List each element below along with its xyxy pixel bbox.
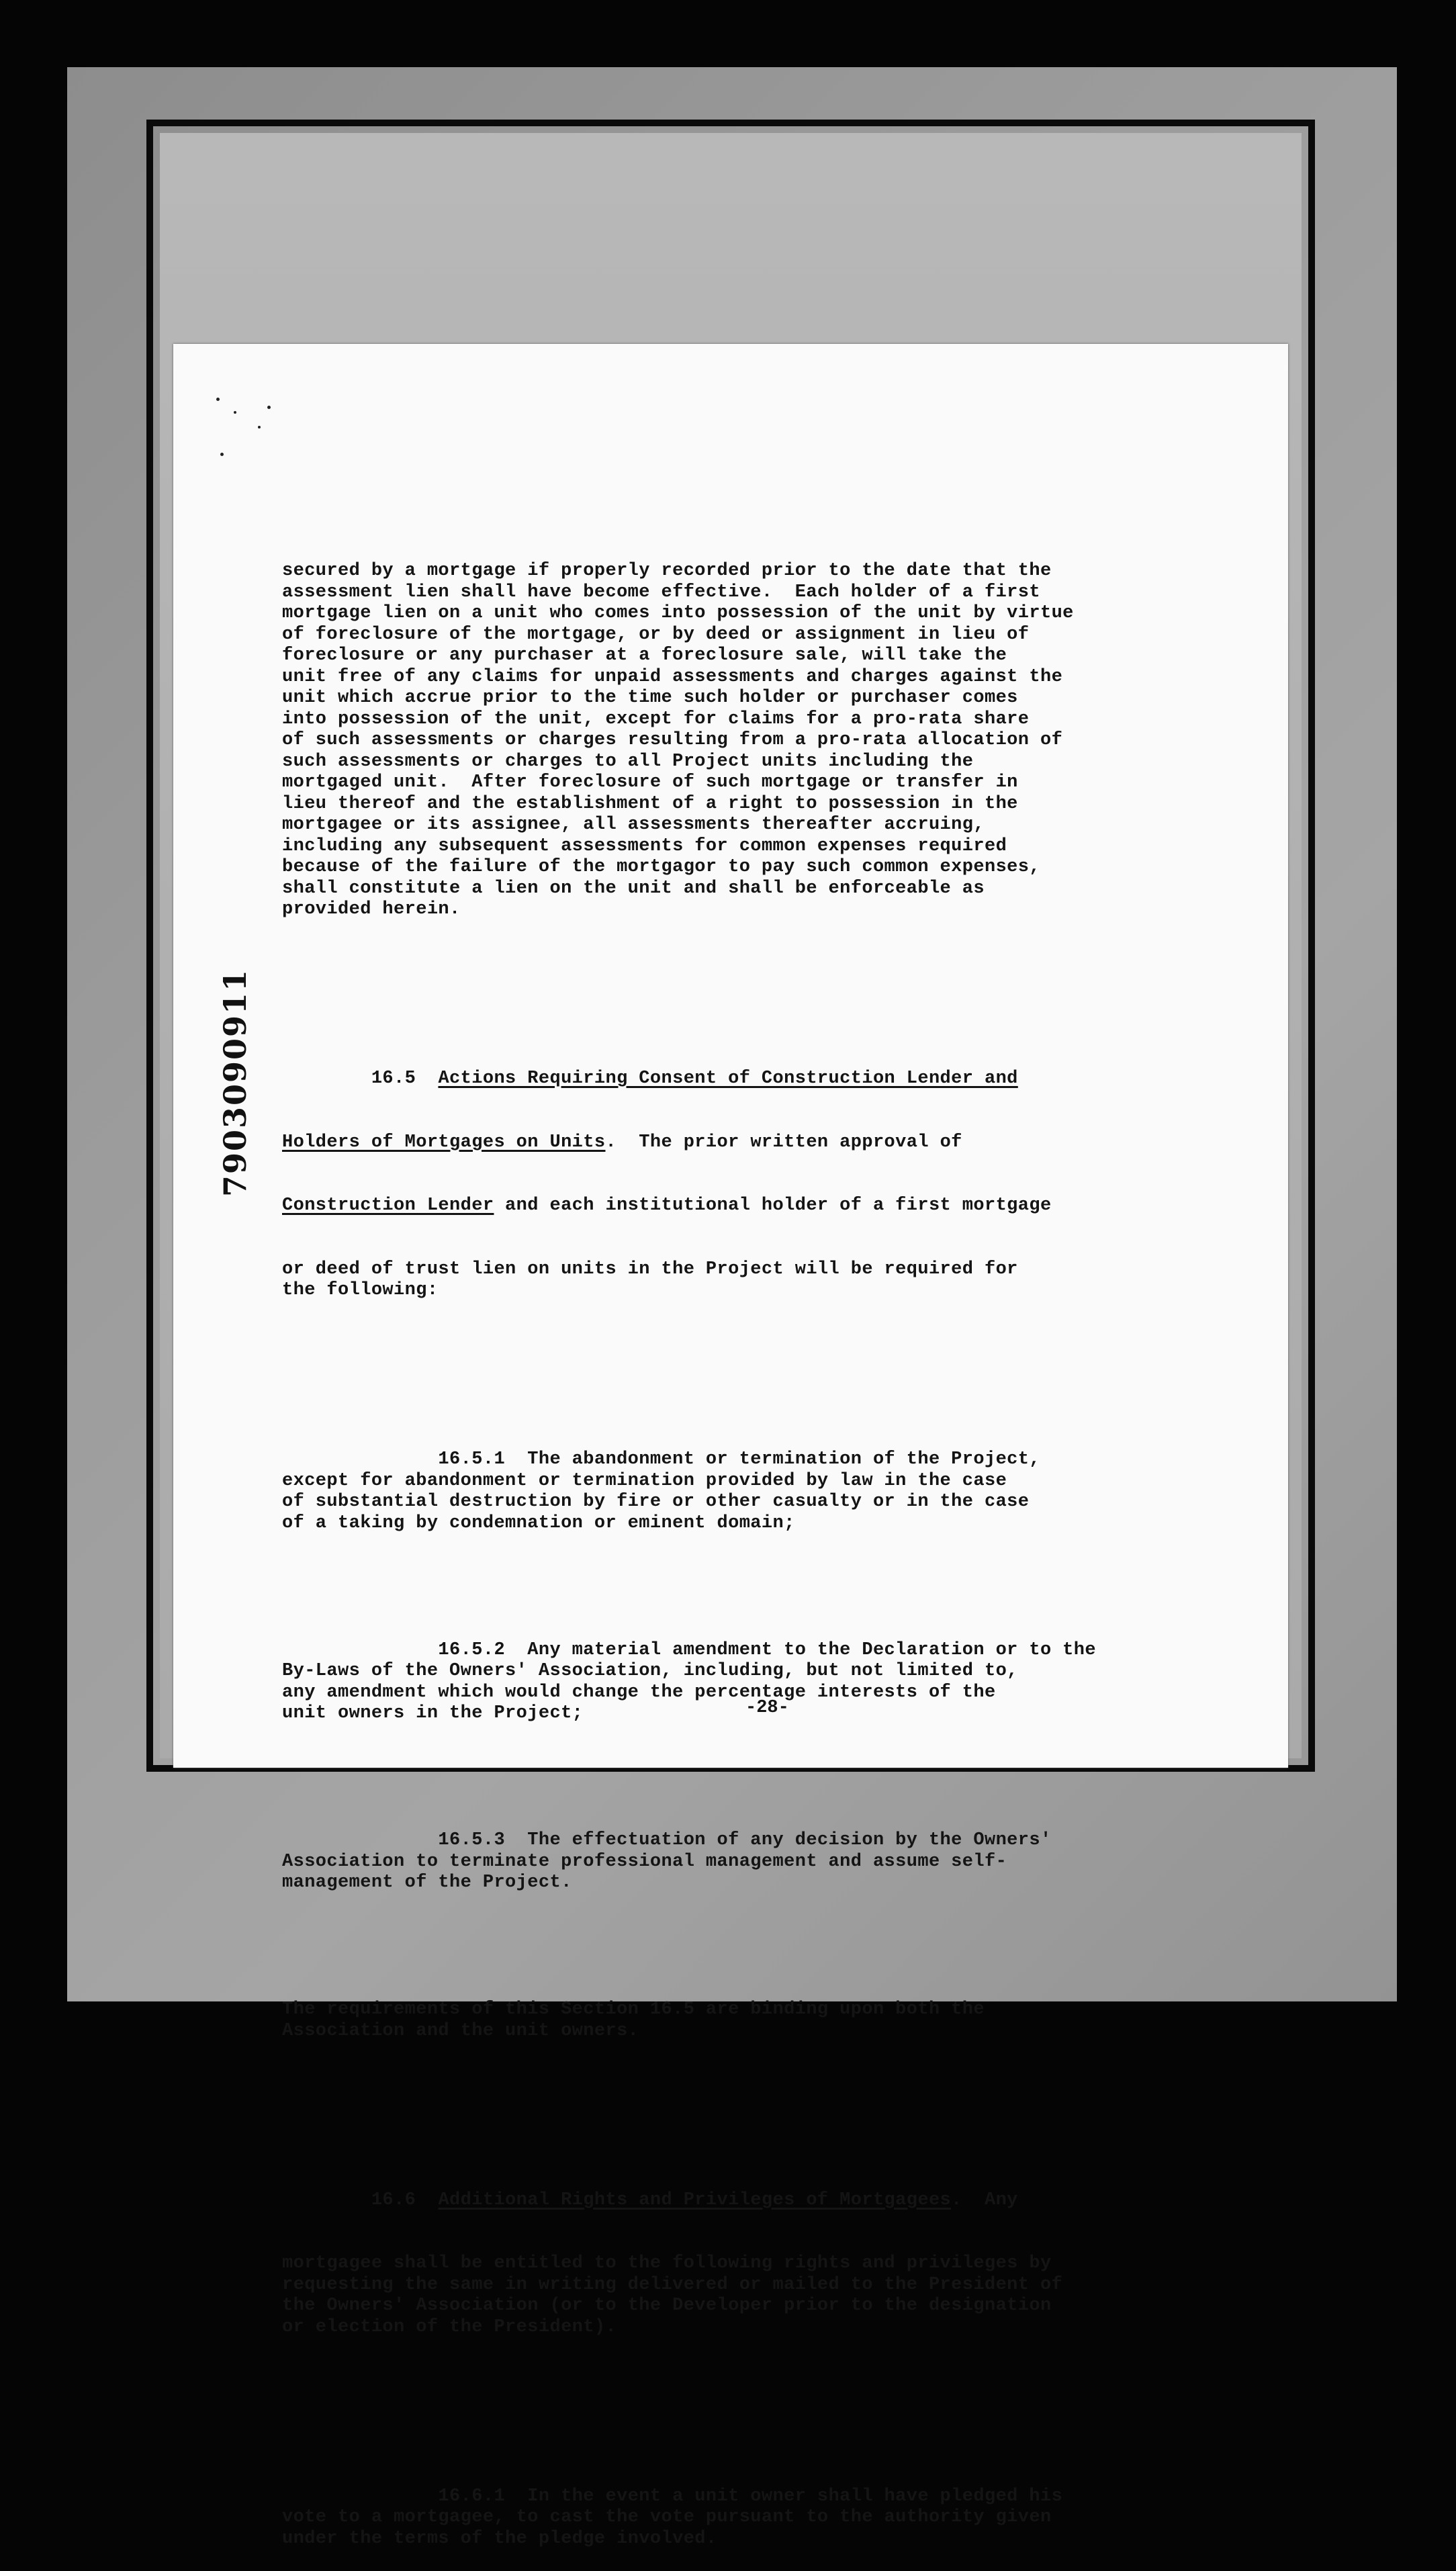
text-line: 16.5.1 The abandonment or termination of the Project, bbox=[282, 1449, 1040, 1470]
text-line: except for abandonment or termination provided by law in the case bbox=[282, 1470, 1007, 1491]
text-line: mortgage lien on a unit who comes into possession of the unit by virtue bbox=[282, 603, 1074, 623]
paragraph-lien-priority bbox=[282, 561, 1209, 921]
text-line: requesting the same in writing delivered or mailed to the President of bbox=[282, 2274, 1063, 2295]
text-line: lieu thereof and the establishment of a right to possession in the bbox=[282, 793, 1018, 814]
text-line: any amendment which would change the percentage interests of the bbox=[282, 1682, 996, 1703]
section-16-5-heading: Actions Requiring Consent of Construction Lender and bbox=[438, 1069, 1018, 1089]
text-line: Association and the unit owners. bbox=[282, 2020, 639, 2041]
text-line: including any subsequent assessments for common expenses required bbox=[282, 836, 1007, 856]
text-line: into possession of the unit, except for claims for a pro-rata share bbox=[282, 709, 1030, 729]
section-16-6-1 bbox=[282, 2486, 1209, 2550]
dust-speck bbox=[258, 426, 261, 428]
text-line: mortgaged unit. After foreclosure of such mortgage or transfer in bbox=[282, 772, 1018, 793]
construction-lender-underlined: Construction Lender bbox=[282, 1196, 494, 1216]
text-line: provided herein. bbox=[282, 899, 461, 919]
text-line: shall constitute a lien on the unit and shall be enforceable as bbox=[282, 878, 985, 899]
text-line: vote to a mortgagee, to cast the vote pursuant to the authority given bbox=[282, 2507, 1052, 2527]
section-16-6: 16.6 Additional Rights and Privileges of Mortgagees. Any mortgagee shall be entitled to the following rights and privileges by requesting the same in writing delivered or mailed to the President of the Owners' Association (or to the Developer prior to the designation or election of the President). bbox=[282, 2148, 1209, 2381]
text-line: management of the Project. bbox=[282, 1873, 572, 1893]
text-line: of a taking by condemnation or eminent domain; bbox=[282, 1513, 795, 1533]
text-line: By-Laws of the Owners' Association, including, but not limited to, bbox=[282, 1661, 1018, 1681]
text-line: under the terms of the pledge involved. bbox=[282, 2528, 717, 2549]
text-line: 16.5.2 Any material amendment to the Declaration or to the bbox=[282, 1639, 1096, 1660]
text-line: 16.5.3 The effectuation of any decision by the Owners' bbox=[282, 1830, 1052, 1850]
text-line: foreclosure or any purchaser at a foreclosure sale, will take the bbox=[282, 645, 1007, 666]
text-line: of substantial destruction by fire or other casualty or in the case bbox=[282, 1492, 1030, 1512]
text-line: mortgagee shall be entitled to the following rights and privileges by bbox=[282, 2253, 1052, 2273]
text-line: unit which accrue prior to the time such holder or purchaser comes bbox=[282, 688, 1018, 708]
section-16-5: 16.5 Actions Requiring Consent of Construction Lender and Holders of Mortgages on Units. The prior written approval of Construction Lender and each institutional holder of a first mortgage or deed of trust lien on units in the Project will be required for the following: bbox=[282, 1026, 1209, 1344]
section-16-5-3 bbox=[282, 1830, 1209, 1894]
section-16-5-1 bbox=[282, 1449, 1209, 1534]
page-number: -28- bbox=[745, 1698, 789, 1718]
document-body bbox=[282, 518, 1209, 2571]
text-line: secured by a mortgage if properly recorded prior to the date that the bbox=[282, 561, 1052, 581]
text-line: of foreclosure of the mortgage, or by deed or assignment in lieu of bbox=[282, 624, 1030, 645]
text-line: the following: bbox=[282, 1280, 439, 1300]
text-line: of such assessments or charges resulting from a pro-rata allocation of bbox=[282, 730, 1063, 750]
dust-speck bbox=[267, 406, 271, 409]
text-line: mortgagee or its assignee, all assessments thereafter accruing, bbox=[282, 815, 985, 835]
recording-stamp-number: 7903090911 bbox=[217, 968, 254, 1198]
text-line: unit owners in the Project; bbox=[282, 1703, 584, 1723]
text-line: the Owners' Association (or to the Developer prior to the designation bbox=[282, 2296, 1052, 2316]
text-line: assessment lien shall have become effective. Each holder of a first bbox=[282, 582, 1040, 602]
text-line: or deed of trust lien on units in the Project will be required for bbox=[282, 1259, 1018, 1279]
text-line: or election of the President). bbox=[282, 2316, 617, 2337]
text-line: unit free of any claims for unpaid assessments and charges against the bbox=[282, 666, 1063, 687]
text-line: 16.6.1 In the event a unit owner shall have pledged his bbox=[282, 2486, 1063, 2507]
dust-speck bbox=[216, 398, 220, 401]
dust-speck bbox=[220, 453, 224, 456]
text-line: because of the failure of the mortgagor to pay such common expenses, bbox=[282, 857, 1040, 877]
requirements-paragraph bbox=[282, 1999, 1209, 2042]
section-16-6-heading: Additional Rights and Privileges of Mortgagees bbox=[438, 2190, 952, 2210]
text-line: The requirements of this Section 16.5 are binding upon both the bbox=[282, 1999, 985, 2020]
text-line: such assessments or charges to all Project units including the bbox=[282, 751, 974, 772]
text-line: Association to terminate professional management and assume self- bbox=[282, 1851, 1007, 1872]
dust-speck bbox=[234, 411, 236, 414]
section-16-5-heading-cont: Holders of Mortgages on Units bbox=[282, 1132, 606, 1153]
